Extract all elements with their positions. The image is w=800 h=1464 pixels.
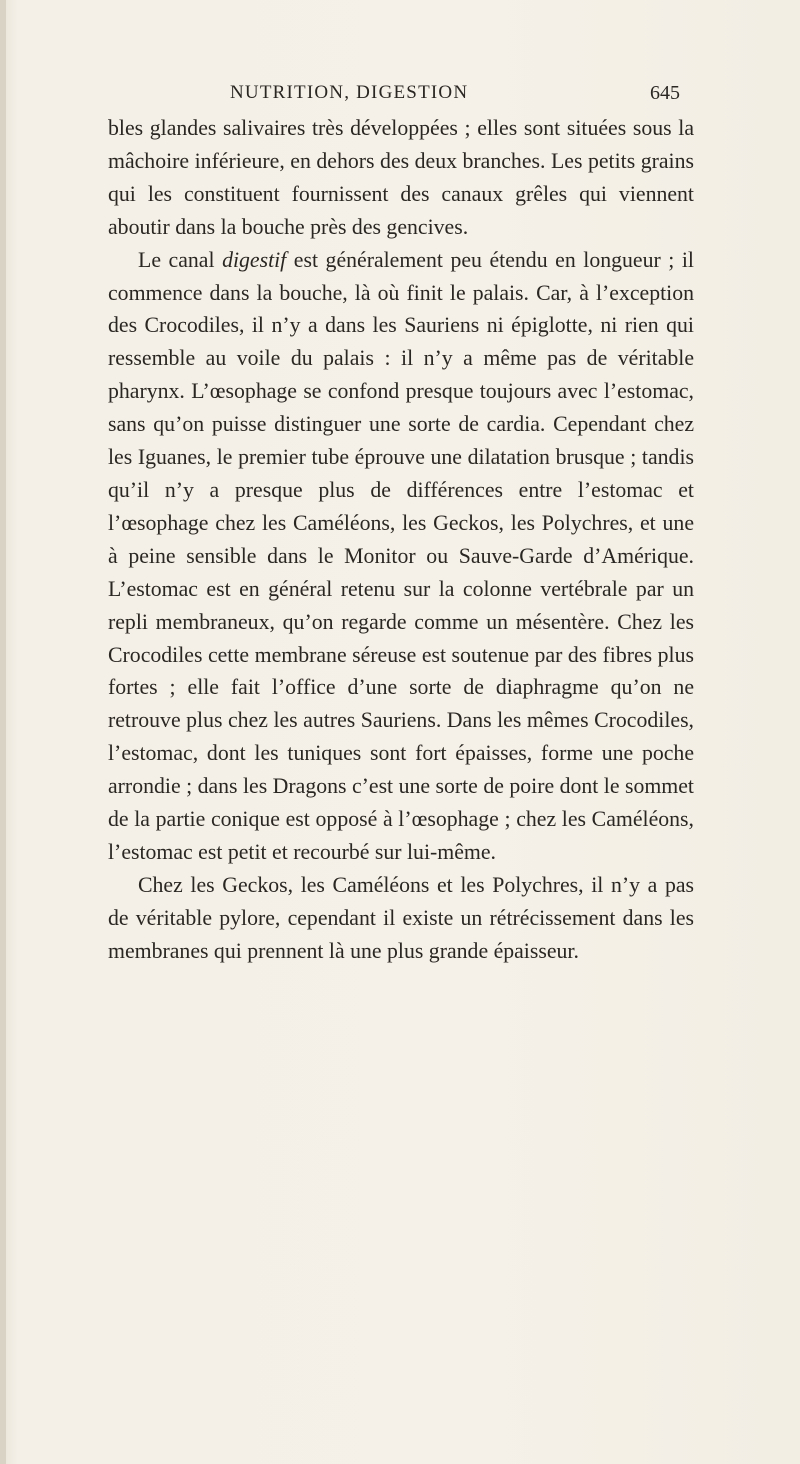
running-title: NUTRITION, DIGESTION (230, 82, 469, 103)
page-number: 645 (650, 82, 680, 104)
paragraph-2-rest: est généralement peu étendu en longueur ; il commence dans la bouche, là où finit le palais. Car, à l’exception des Crocodiles, il n’y a dans les Sauriens ni épiglotte, ni rien qui ressemble au voile du palais : il n’y a même pas de véritable pharynx. L’œsophage se confond presque toujours avec l’estomac, sans qu’on puisse distinguer une sorte de cardia. Cependant chez les Iguanes, le premier tube éprouve une dilatation brusque ; tandis qu’il n’y a presque plus de différences entre l’estomac et l’œsophage chez les Caméléons, les Geckos, les Polychres, et une à peine sensible dans le Monitor ou Sauve-Garde d’Amérique. L’estomac est en général retenu sur la colonne vertébrale par un repli membraneux, qu’on regarde comme un mésentère. Chez les Crocodiles cette membrane séreuse est soutenue par des fibres plus fortes ; elle fait l’office d’une sorte de diaphragme qu’on ne retrouve plus chez les autres Sauriens. Dans les mêmes Crocodiles, l’estomac, dont les tuniques sont fort épaisses, forme une poche arrondie ; dans les Dragons c’est une sorte de poire dont le sommet de la partie conique est opposé à l’œsophage ; chez les Caméléons, l’estomac est petit et recourbé sur lui-même. (108, 247, 694, 864)
page-body (108, 112, 694, 968)
page-gutter (0, 0, 6, 1464)
paragraph-2 (108, 244, 694, 869)
running-header (230, 82, 680, 110)
italic-term: digestif (222, 247, 287, 272)
paragraph-3: Chez les Geckos, les Caméléons et les Polychres, il n’y a pas de véritable pylore, cependant il existe un rétrécissement dans les membranes qui prennent là une plus grande épaisseur. (108, 872, 694, 963)
paragraph-2-start: Le canal (138, 247, 223, 272)
paragraph-1: bles glandes salivaires très développées ; elles sont situées sous la mâchoire inférieure, en dehors des deux branches. Les petits grains qui les constituent fournissent des canaux grêles qui viennent aboutir dans la bouche près des gencives. (108, 116, 694, 239)
